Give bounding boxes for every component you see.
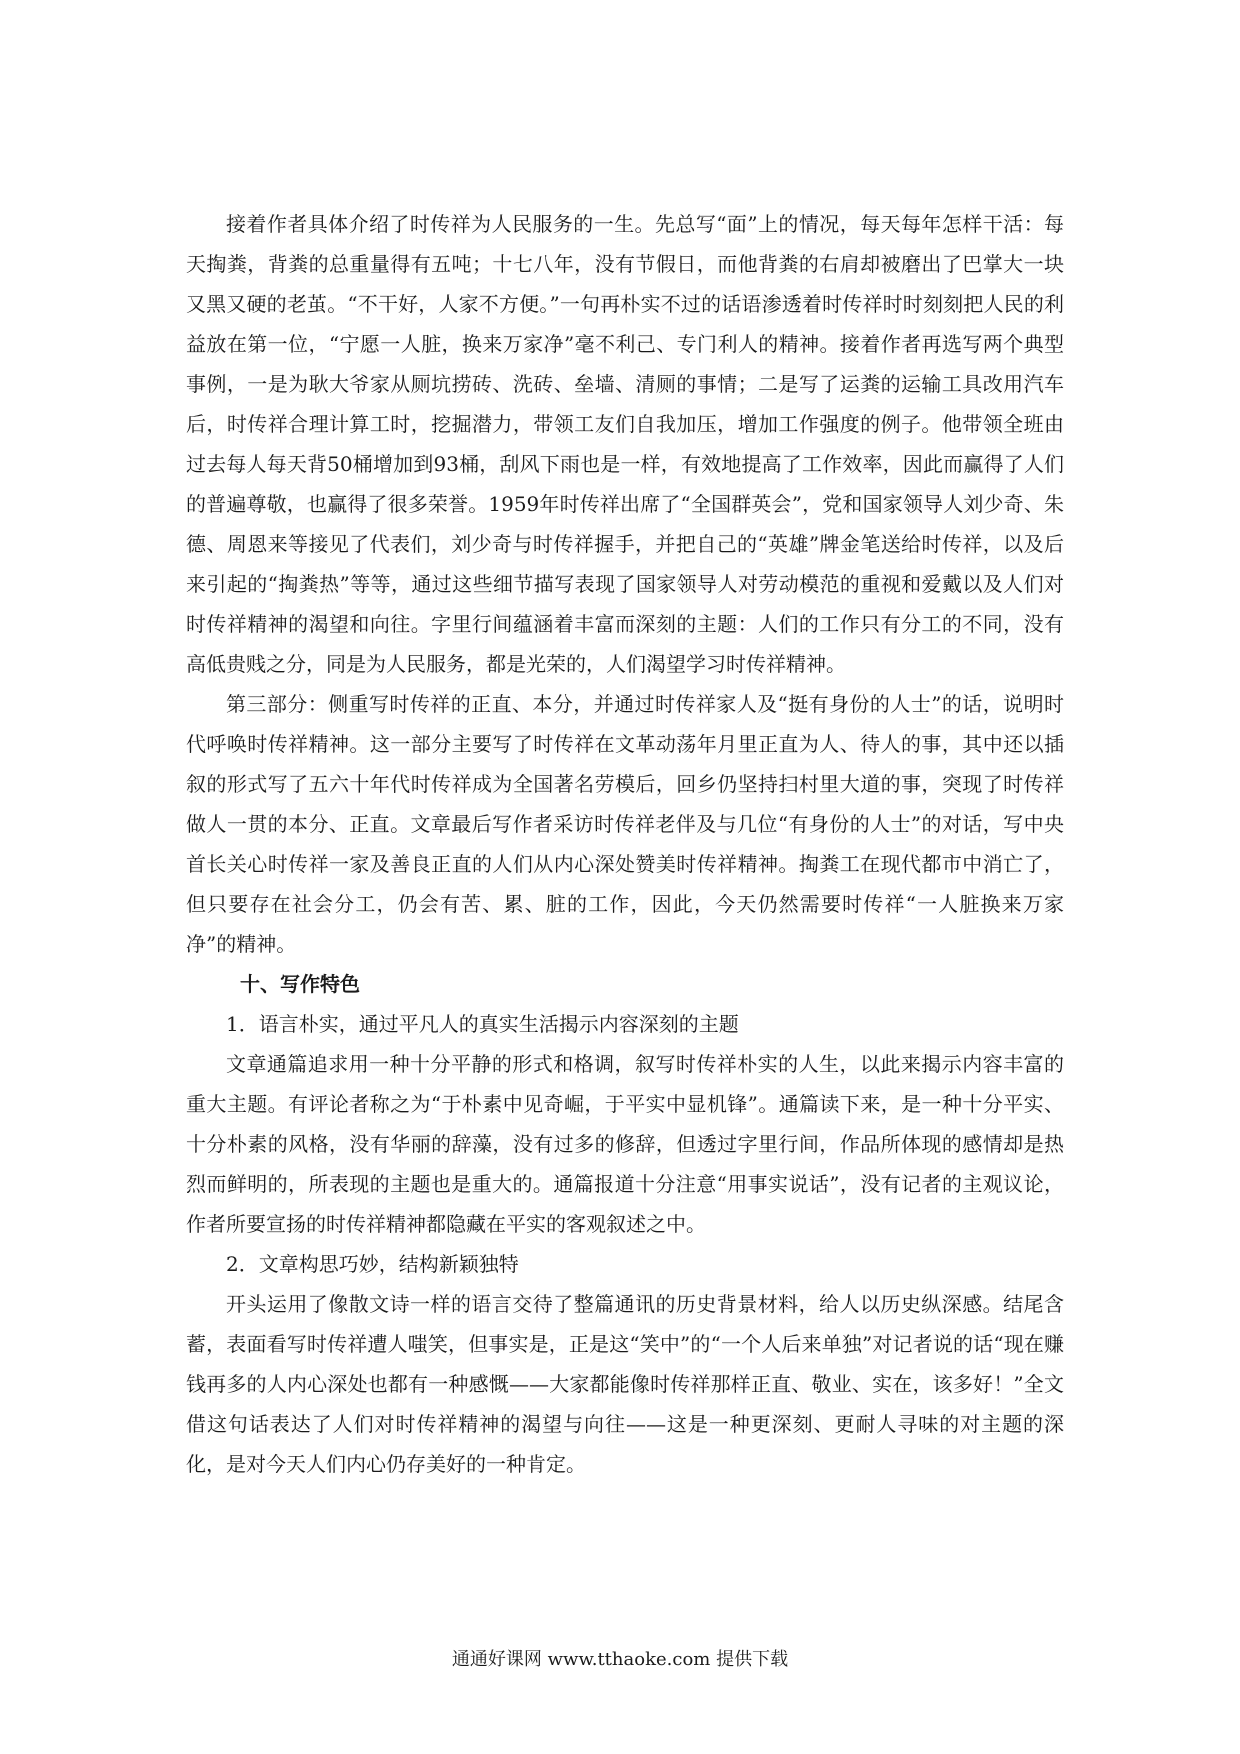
page-footer: 通通好课网 www.tthaoke.com 提供下载 [451, 1649, 789, 1670]
paragraph-structure: 开头运用了像散文诗一样的语言交待了整篇通讯的历史背景材料，给人以历史纵深感。结尾含蓄，表面看写时传祥遭人嗤笑，但事实是，正是这“笑中”的“一个人后来单独”对记者说的话“现在赚钱再多的人内心深处也都有一种感慨——大家都能像时传祥那样正直、敬业、实在，该多好！”全文借这句话表达了人们对时传祥精神的渴望与向往——这是一种更深刻、更耐人寻味的对主题的深化，是对今天人们内心仍存美好的一种肯定。 [186, 1292, 1064, 1476]
document-body [186, 204, 1064, 1484]
section-heading-writing-features: 十、写作特色 [240, 972, 360, 996]
paragraph-service-life: 接着作者具体介绍了时传祥为人民服务的一生。先总写“面”上的情况，每天每年怎样干活：每天掏粪，背粪的总重量得有五吨；十七八年，没有节假日，而他背粪的右肩却被磨出了巴掌大一块又黑又硬的老茧。“不干好，人家不方便。”一句再朴实不过的话语渗透着时传祥时时刻刻把人民的利益放在第一位，“宁愿一人脏，换来万家净”毫不利己、专门利人的精神。接着作者再选写两个典型事例，一是为耿大爷家从厕坑捞砖、洗砖、垒墙、清厕的事情；二是写了运粪的运输工具改用汽车后，时传祥合理计算工时，挖掘潜力，带领工友们自我加压，增加工作强度的例子。他带领全班由过去每人每天背50桶增加到93桶，刮风下雨也是一样，有效地提高了工作效率，因此而赢得了人们的普遍尊敬，也赢得了很多荣誉。1959年时传祥出席了“全国群英会”，党和国家领导人刘少奇、朱德、周恩来等接见了代表们，刘少奇与时传祥握手，并把自己的“英雄”牌金笔送给时传祥，以及后来引起的“掏粪热”等等，通过这些细节描写表现了国家领导人对劳动模范的重视和爱戴以及人们对时传祥精神的渴望和向往。字里行间蕴涵着丰富而深刻的主题：人们的工作只有分工的不同，没有高低贵贱之分，同是为人民服务，都是光荣的，人们渴望学习时传祥精神。 [186, 212, 1064, 676]
subheading-plain-language: 1．语言朴实，通过平凡人的真实生活揭示内容深刻的主题 [226, 1012, 739, 1036]
paragraph-part-three: 第三部分：侧重写时传祥的正直、本分，并通过时传祥家人及“挺有身份的人士”的话，说明时代呼唤时传祥精神。这一部分主要写了时传祥在文革动荡年月里正直为人、待人的事，其中还以插叙的形式写了五六十年代时传祥成为全国著名劳模后，回乡仍坚持扫村里大道的事，突现了时传祥做人一贯的本分、正直。文章最后写作者采访时传祥老伴及与几位“有身份的人士”的对话，写中央首长关心时传祥一家及善良正直的人们从内心深处赞美时传祥精神。掏粪工在现代都市中消亡了，但只要存在社会分工，仍会有苦、累、脏的工作，因此，今天仍然需要时传祥“一人脏换来万家净”的精神。 [186, 692, 1064, 956]
subheading-structure: 2．文章构思巧妙，结构新颖独特 [226, 1252, 519, 1276]
paragraph-plain-style: 文章通篇追求用一种十分平静的形式和格调，叙写时传祥朴实的人生，以此来揭示内容丰富的重大主题。有评论者称之为“于朴素中见奇崛，于平实中显机锋”。通篇读下来，是一种十分平实、十分朴素的风格，没有华丽的辞藻，没有过多的修辞，但透过字里行间，作品所体现的感情却是热烈而鲜明的，所表现的主题也是重大的。通篇报道十分注意“用事实说话”，没有记者的主观议论，作者所要宣扬的时传祥精神都隐藏在平实的客观叙述之中。 [186, 1052, 1064, 1236]
